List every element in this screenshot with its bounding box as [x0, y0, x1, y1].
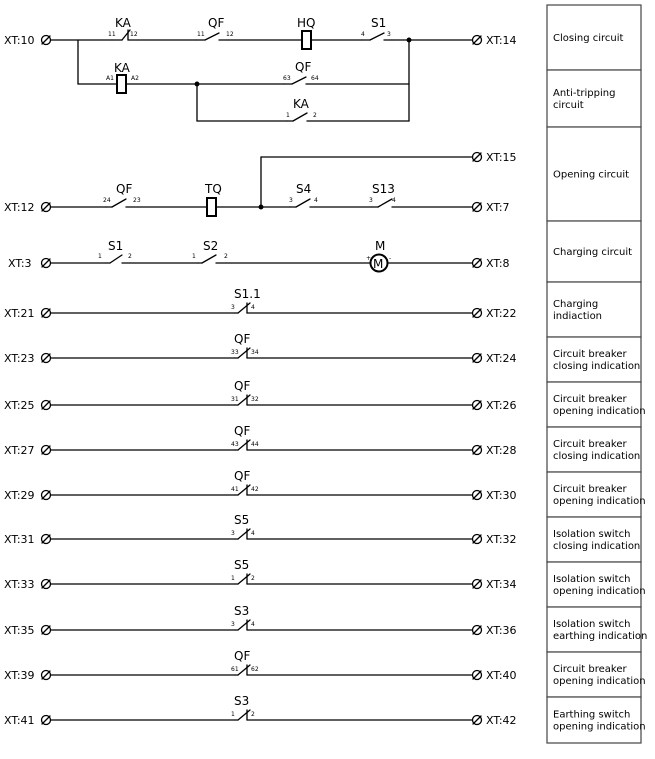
pin-label: 1: [231, 575, 235, 582]
opening-circuit: [4, 151, 517, 216]
legend-label: Circuit breaker: [553, 349, 627, 360]
legend-label: Anti-tripping: [553, 88, 616, 99]
legend-cell: [547, 70, 641, 127]
component-mark: QF: [295, 60, 312, 74]
legend-cell: [547, 472, 646, 517]
legend-cell: [547, 221, 641, 282]
component-mark: S1: [371, 16, 387, 30]
legend-cell: [547, 652, 646, 697]
terminal-label: XT:3: [8, 257, 32, 270]
legend-label: Isolation switch: [553, 619, 631, 630]
component-mark: S3: [234, 604, 250, 618]
component-mark: QF: [234, 649, 251, 663]
terminal-label: XT:35: [4, 624, 35, 637]
terminal-symbol: [42, 203, 51, 212]
pin-label: 2: [251, 575, 255, 582]
component-mark: QF: [234, 379, 251, 393]
component-mark: KA: [114, 61, 130, 75]
pin-label: 2: [251, 711, 255, 718]
pin-label: 4: [392, 197, 396, 204]
terminal-label: XT:8: [486, 257, 510, 270]
terminal-symbol: [473, 203, 482, 212]
legend-label: Circuit breaker: [553, 394, 627, 405]
terminal-symbol: [42, 36, 51, 45]
indication-row: [4, 513, 517, 546]
terminal-label: XT:31: [4, 533, 35, 546]
indication-row: [4, 379, 517, 412]
pin-label: 12: [226, 31, 234, 38]
pin-label: A2: [131, 75, 139, 82]
terminal-symbol: [473, 446, 482, 455]
component-mark: S4: [296, 182, 312, 196]
pin-label: 24: [103, 197, 111, 204]
pin-label: 4: [361, 31, 365, 38]
pin-label: 3: [289, 197, 293, 204]
terminal-label: XT:33: [4, 578, 35, 591]
component-mark: QF: [234, 424, 251, 438]
terminal-symbol: [473, 535, 482, 544]
legend-cell: [547, 337, 641, 382]
pin-label: A1: [106, 75, 114, 82]
legend-label: Closing circuit: [553, 33, 624, 44]
terminal-symbol: [473, 491, 482, 500]
pin-label: 61: [231, 666, 239, 673]
terminal-label: XT:28: [486, 444, 517, 457]
terminal-label: XT:40: [486, 669, 517, 682]
pin-label: 12: [130, 31, 138, 38]
terminal-label: XT:30: [486, 489, 517, 502]
pin-label: -: [389, 255, 392, 262]
terminal-symbol: [42, 446, 51, 455]
component-mark: S2: [203, 239, 219, 253]
legend-label: closing indication: [553, 541, 641, 552]
terminal-label: XT:36: [486, 624, 517, 637]
pin-label: 4: [251, 304, 255, 311]
motor-glyph: M: [373, 257, 384, 271]
component-mark: HQ: [297, 16, 316, 30]
pin-label: 1: [192, 253, 196, 260]
pin-label: 31: [231, 396, 239, 403]
pin-label: 2: [128, 253, 132, 260]
legend-label: Charging: [553, 299, 599, 310]
terminal-symbol: [42, 580, 51, 589]
pin-label: +: [366, 255, 372, 262]
pin-label: 1: [286, 112, 290, 119]
pin-label: 2: [313, 112, 317, 119]
pin-label: 63: [283, 75, 291, 82]
legend-label: Isolation switch: [553, 574, 631, 585]
pin-label: 43: [231, 441, 239, 448]
legend-label: circuit: [553, 100, 584, 111]
terminal-symbol: [473, 401, 482, 410]
indication-row: [4, 694, 517, 727]
contact: [235, 620, 250, 630]
terminal-symbol: [42, 401, 51, 410]
legend-cell: [547, 607, 647, 652]
contact-qf-24-23: [106, 199, 207, 207]
terminal-label: XT:7: [486, 201, 510, 214]
legend-cell: [547, 562, 646, 607]
terminal-label: XT:23: [4, 352, 35, 365]
component-mark: KA: [293, 97, 309, 111]
closing-circuit: [4, 16, 517, 121]
coil-tq: [207, 198, 216, 216]
pin-label: 62: [251, 666, 259, 673]
pin-label: 33: [231, 349, 239, 356]
component-mark: QF: [234, 332, 251, 346]
contact-s4: [290, 199, 372, 207]
legend-label: opening indication: [553, 496, 646, 507]
legend-cell: [547, 517, 641, 562]
pin-label: 3: [387, 31, 391, 38]
terminal-label: XT:24: [486, 352, 517, 365]
terminal-label: XT:26: [486, 399, 517, 412]
terminal-label: XT:12: [4, 201, 35, 214]
terminal-symbol: [473, 153, 482, 162]
terminal-symbol: [42, 626, 51, 635]
terminal-label: XT:22: [486, 307, 517, 320]
pin-label: 64: [311, 75, 319, 82]
component-mark: TQ: [205, 182, 222, 196]
legend-cell: [547, 282, 641, 337]
legend-label: opening indication: [553, 406, 646, 417]
indication-row: [4, 469, 517, 502]
terminal-label: XT:34: [486, 578, 517, 591]
legend-label: opening indication: [553, 676, 646, 687]
contact: [235, 710, 250, 720]
pin-label: 23: [133, 197, 141, 204]
legend-label: Isolation switch: [553, 529, 631, 540]
terminal-symbol: [473, 259, 482, 268]
terminal-symbol: [473, 626, 482, 635]
terminal-label: XT:27: [4, 444, 35, 457]
component-mark: S1: [108, 239, 124, 253]
terminal-symbol: [42, 671, 51, 680]
charging-circuit: [8, 239, 510, 272]
indication-row: [4, 424, 517, 457]
coil-hq: [302, 31, 311, 49]
terminal-symbol: [42, 354, 51, 363]
coil-ka: [117, 75, 126, 93]
contact: [235, 303, 250, 313]
pin-label: 3: [231, 621, 235, 628]
terminal-symbol: [473, 716, 482, 725]
pin-label: 3: [231, 304, 235, 311]
terminal-symbol: [42, 491, 51, 500]
terminal-label: XT:41: [4, 714, 35, 727]
pin-label: 2: [224, 253, 228, 260]
terminal-label: XT:10: [4, 34, 35, 47]
pin-label: 32: [251, 396, 259, 403]
indication-row: [4, 287, 517, 320]
terminal-label: XT:42: [486, 714, 517, 727]
terminal-symbol: [473, 580, 482, 589]
legend-cell: [547, 5, 641, 70]
pin-label: 4: [314, 197, 318, 204]
pin-label: 3: [231, 530, 235, 537]
indication-row: [4, 558, 517, 591]
component-mark: KA: [115, 16, 131, 30]
component-mark: S13: [372, 182, 395, 196]
indication-row: [4, 649, 517, 682]
legend-label: indiaction: [553, 311, 603, 322]
contact-ka-1-2: [287, 113, 409, 121]
indication-row: [4, 332, 517, 365]
legend-cell: [547, 382, 646, 427]
contact: [235, 574, 250, 584]
legend-cell: [547, 127, 641, 221]
pin-label: 11: [108, 31, 116, 38]
component-mark: QF: [116, 182, 133, 196]
legend-label: Circuit breaker: [553, 439, 627, 450]
legend-table: [547, 5, 647, 743]
terminal-symbol: [473, 671, 482, 680]
legend-label: Earthing switch: [553, 709, 631, 721]
terminal-label: XT:21: [4, 307, 35, 320]
component-mark: M: [375, 239, 386, 253]
pin-label: 4: [251, 621, 255, 628]
terminal-symbol: [42, 535, 51, 544]
component-mark: QF: [208, 16, 225, 30]
legend-cell: [547, 697, 646, 743]
legend-label: closing indication: [553, 451, 641, 462]
component-mark: S5: [234, 513, 250, 527]
indication-row: [4, 604, 517, 637]
contact-s13: [372, 199, 472, 207]
terminal-label: XT:32: [486, 533, 517, 546]
component-mark: S1.1: [234, 287, 261, 301]
contact-qf-63-64: [284, 77, 409, 84]
terminal-symbol: [42, 259, 51, 268]
pin-label: 1: [98, 253, 102, 260]
terminal-label: XT:15: [486, 151, 517, 164]
legend-label: closing indication: [553, 361, 641, 372]
contact: [235, 529, 250, 539]
terminal-symbol: [473, 309, 482, 318]
terminal-label: XT:29: [4, 489, 35, 502]
contact-s1-1-2: [106, 255, 198, 263]
legend-label: Circuit breaker: [553, 664, 627, 675]
terminal-symbol: [473, 36, 482, 45]
legend-label: Opening circuit: [553, 169, 630, 181]
component-mark: QF: [234, 469, 251, 483]
pin-label: 11: [197, 31, 205, 38]
legend-cell: [547, 427, 641, 472]
terminal-label: XT:25: [4, 399, 35, 412]
legend-label: opening indication: [553, 586, 646, 597]
pin-label: 1: [231, 711, 235, 718]
pin-label: 44: [251, 441, 259, 448]
terminal-label: XT:39: [4, 669, 35, 682]
pin-label: 3: [369, 197, 373, 204]
legend-label: Circuit breaker: [553, 484, 627, 495]
terminal-symbol: [42, 309, 51, 318]
terminal-label: XT:14: [486, 34, 517, 47]
pin-label: 34: [251, 349, 259, 356]
legend-label: opening indication: [553, 721, 646, 733]
legend-label: earthing indication: [553, 631, 648, 642]
legend-label: Charging circuit: [553, 247, 633, 258]
pin-label: 42: [251, 486, 259, 493]
component-mark: S3: [234, 694, 250, 708]
pin-label: 41: [231, 486, 239, 493]
indication-rows: [4, 287, 517, 727]
pin-label: 4: [251, 530, 255, 537]
terminal-symbol: [42, 716, 51, 725]
terminal-symbol: [473, 354, 482, 363]
component-mark: S5: [234, 558, 250, 572]
